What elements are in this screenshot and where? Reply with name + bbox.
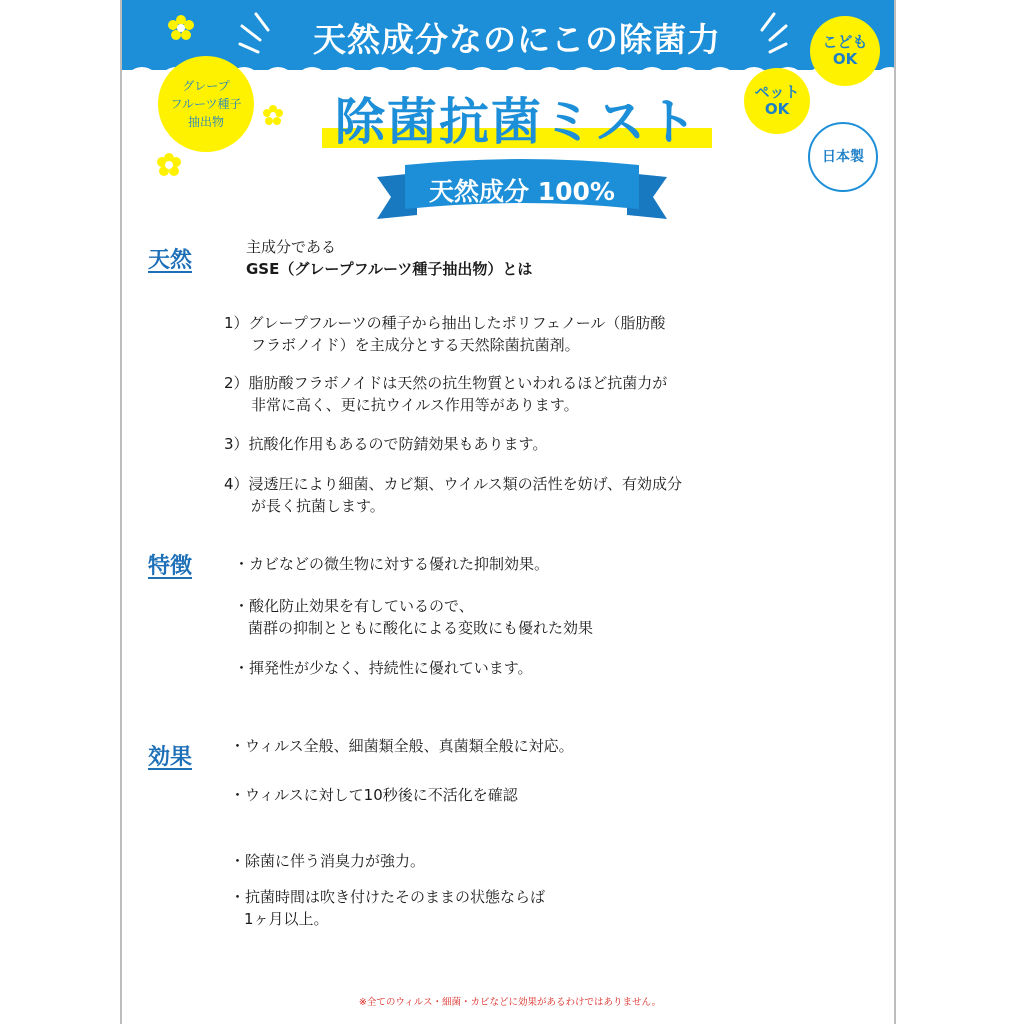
list-item: ・除菌に伴う消臭力が強力。 bbox=[230, 852, 426, 870]
grapefruit-extract-badge: グレープ フルーツ種子 抽出物 bbox=[158, 56, 254, 152]
pet-ok-badge: ペット OK bbox=[744, 68, 810, 134]
flower-icon bbox=[167, 14, 195, 42]
list-item: 1）グレープフルーツの種子から抽出したポリフェノール（脂肪酸 フラボノイド）を主成分とする天然除菌抗菌剤。 bbox=[224, 314, 666, 354]
list-item: ・酸化防止効果を有しているので、 菌群の抑制とともに酸化による変敗にも優れた効果 bbox=[234, 597, 594, 637]
intro-line: 主成分である bbox=[246, 238, 337, 256]
ribbon-label: 天然成分 100% bbox=[429, 177, 615, 206]
flower-icon bbox=[262, 104, 284, 126]
section-label-natural: 天然 bbox=[148, 248, 193, 273]
list-item: ・抗菌時間は吹き付けたそのままの状態ならば 1ヶ月以上。 bbox=[230, 888, 546, 928]
disclaimer-note: ※全てのウィルス・細菌・カビなどに効果があるわけではありません。 bbox=[358, 997, 662, 1008]
list-item: 3）抗酸化作用もあるので防錆効果もあります。 bbox=[224, 435, 548, 453]
flower-icon bbox=[156, 152, 182, 178]
list-item: ・ウィルス全般、細菌類全般、真菌類全般に対応。 bbox=[230, 737, 574, 755]
document-page bbox=[120, 0, 896, 1024]
made-in-japan-badge: 日本製 bbox=[808, 122, 878, 192]
section-label-features: 特徴 bbox=[148, 554, 193, 579]
list-item: ・カビなどの微生物に対する優れた抑制効果。 bbox=[234, 555, 550, 573]
kids-ok-badge: こども OK bbox=[810, 16, 880, 86]
header-band-title: 天然成分なのにこの除菌力 bbox=[313, 20, 721, 59]
section-label-effects: 効果 bbox=[148, 745, 193, 770]
list-item: ・ウィルスに対して10秒後に不活化を確認 bbox=[230, 786, 518, 804]
intro-line: GSE（グレープフルーツ種子抽出物）とは bbox=[246, 260, 533, 278]
list-item: 4）浸透圧により細菌、カビ類、ウイルス類の活性を妨げ、有効成分 が長く抗菌します。 bbox=[224, 475, 683, 515]
list-item: ・揮発性が少なく、持続性に優れています。 bbox=[234, 659, 533, 677]
list-item: 2）脂肪酸フラボノイドは天然の抗生物質といわれるほど抗菌力が 非常に高く、更に抗ウイルス作用等があります。 bbox=[224, 374, 668, 414]
page-title: 除菌抗菌ミスト bbox=[335, 93, 699, 151]
